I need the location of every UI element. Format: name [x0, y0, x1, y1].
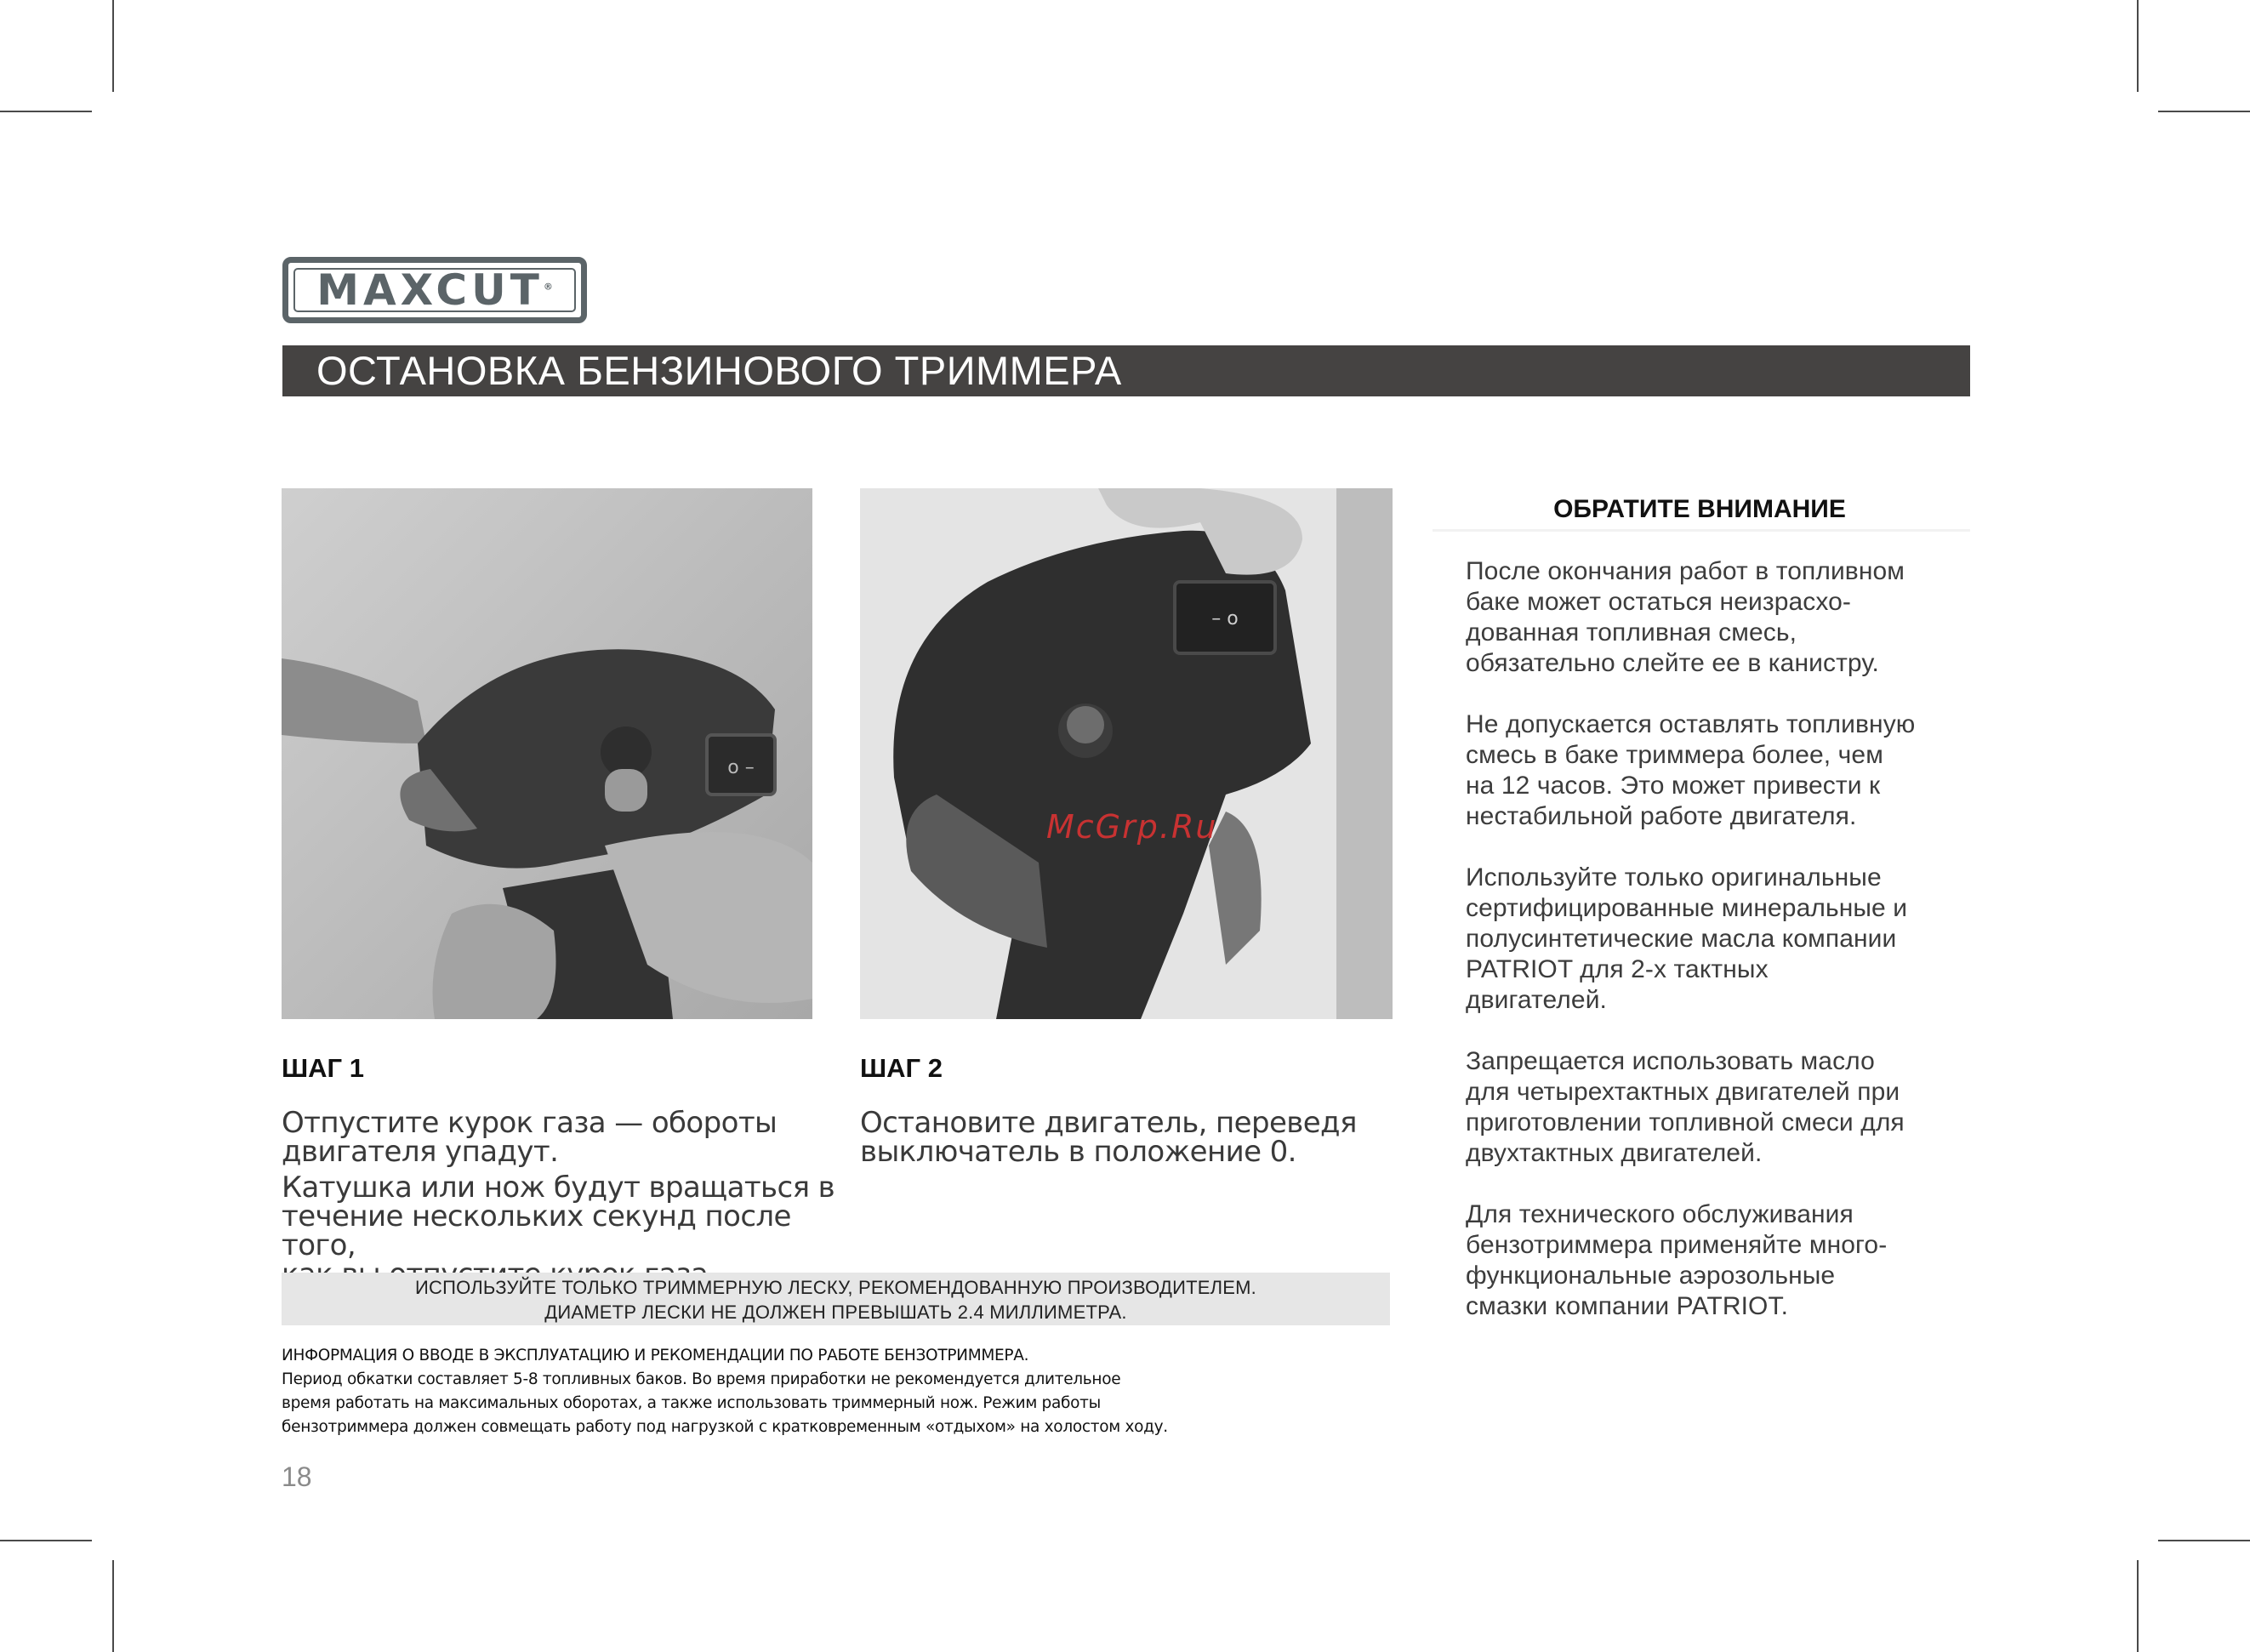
step2-label: ШАГ 2 [860, 1053, 943, 1083]
svg-text:– o: – o [1211, 608, 1239, 629]
attention-title: ОБРАТИТЕ ВНИМАНИЕ [1553, 495, 1846, 523]
step1-paragraph: Отпустите курок газа — обороты двигателя упадут. [282, 1106, 778, 1169]
break-in-info [282, 1344, 1404, 1439]
attention-paragraph: Для технического обслуживания бензотриммера применяйте много- функциональные аэрозольные смазки компании PATRIOT. [1466, 1200, 1888, 1320]
step1-label: ШАГ 1 [282, 1053, 364, 1083]
step1-photo [282, 488, 812, 1019]
page-title: ОСТАНОВКА БЕНЗИНОВОГО ТРИММЕРА [282, 345, 1970, 396]
info-line: Период обкатки составляет 5-8 топливных баков. Во время приработки не рекомендуется длительное [282, 1370, 1121, 1388]
attention-paragraph: После окончания работ в топливном баке может остаться неизрасхо- дованная топливная смесь, обязательно слейте ее в канистру. [1466, 557, 1905, 677]
crop-mark [2137, 1560, 2139, 1652]
step2-paragraph: Остановите двигатель, переведя выключатель в положение 0. [860, 1106, 1357, 1169]
crop-mark [0, 1540, 92, 1541]
crop-mark [2158, 111, 2250, 112]
page-number: 18 [282, 1461, 312, 1492]
attention-paragraph: Не допускается оставлять топливную смесь в баке триммера более, чем на 12 часов. Это может привести к нестабильной работе двигателя. [1466, 710, 1916, 830]
info-line: бензотриммера должен совмещать работу под нагрузкой с кратковременным «отдыхом» на холостом ходу. [282, 1418, 1168, 1436]
crop-mark [2158, 1540, 2250, 1541]
step1-text [282, 1108, 843, 1296]
info-line: время работать на максимальных оборотах, а также использовать триммерный нож. Режим работы [282, 1394, 1101, 1412]
crop-mark [0, 111, 92, 112]
step2-photo [860, 488, 1393, 1019]
note-line: ИСПОЛЬЗУЙТЕ ТОЛЬКО ТРИММЕРНУЮ ЛЕСКУ, РЕКОМЕНДОВАННУЮ ПРОИЗВОДИТЕЛЕМ. [415, 1277, 1256, 1298]
attention-paragraph: Запрещается использовать масло для четырехтактных двигателей при приготовлении топливной смеси для двухтактных двигателей. [1466, 1047, 1905, 1167]
attention-body [1466, 556, 1976, 1353]
crop-mark [112, 1560, 114, 1652]
line-warning-note [282, 1273, 1390, 1325]
step2-text [860, 1108, 1404, 1173]
info-heading: ИНФОРМАЦИЯ О ВВОДЕ В ЭКСПЛУАТАЦИЮ И РЕКОМЕНДАЦИИ ПО РАБОТЕ БЕНЗОТРИММЕРА. [282, 1347, 1029, 1364]
logo-text: MAXCUT® [316, 265, 553, 315]
attention-paragraph: Используйте только оригинальные сертифицированные минеральные и полусинтетические масла компании PATRIOT для 2-х тактных двигателей. [1466, 863, 1908, 1014]
crop-mark [2137, 0, 2139, 92]
svg-text:o –: o – [727, 757, 755, 778]
crop-mark [112, 0, 114, 92]
maxcut-logo [282, 257, 587, 323]
attention-divider [1433, 529, 1970, 532]
step1-paragraph: Катушка или нож будут вращаться в течение нескольких секунд после того, [282, 1171, 835, 1262]
watermark: McGrp.Ru [1046, 808, 1218, 846]
note-line: ДИАМЕТР ЛЕСКИ НЕ ДОЛЖЕН ПРЕВЫШАТЬ 2.4 МИЛЛИМЕТРА. [544, 1302, 1127, 1323]
